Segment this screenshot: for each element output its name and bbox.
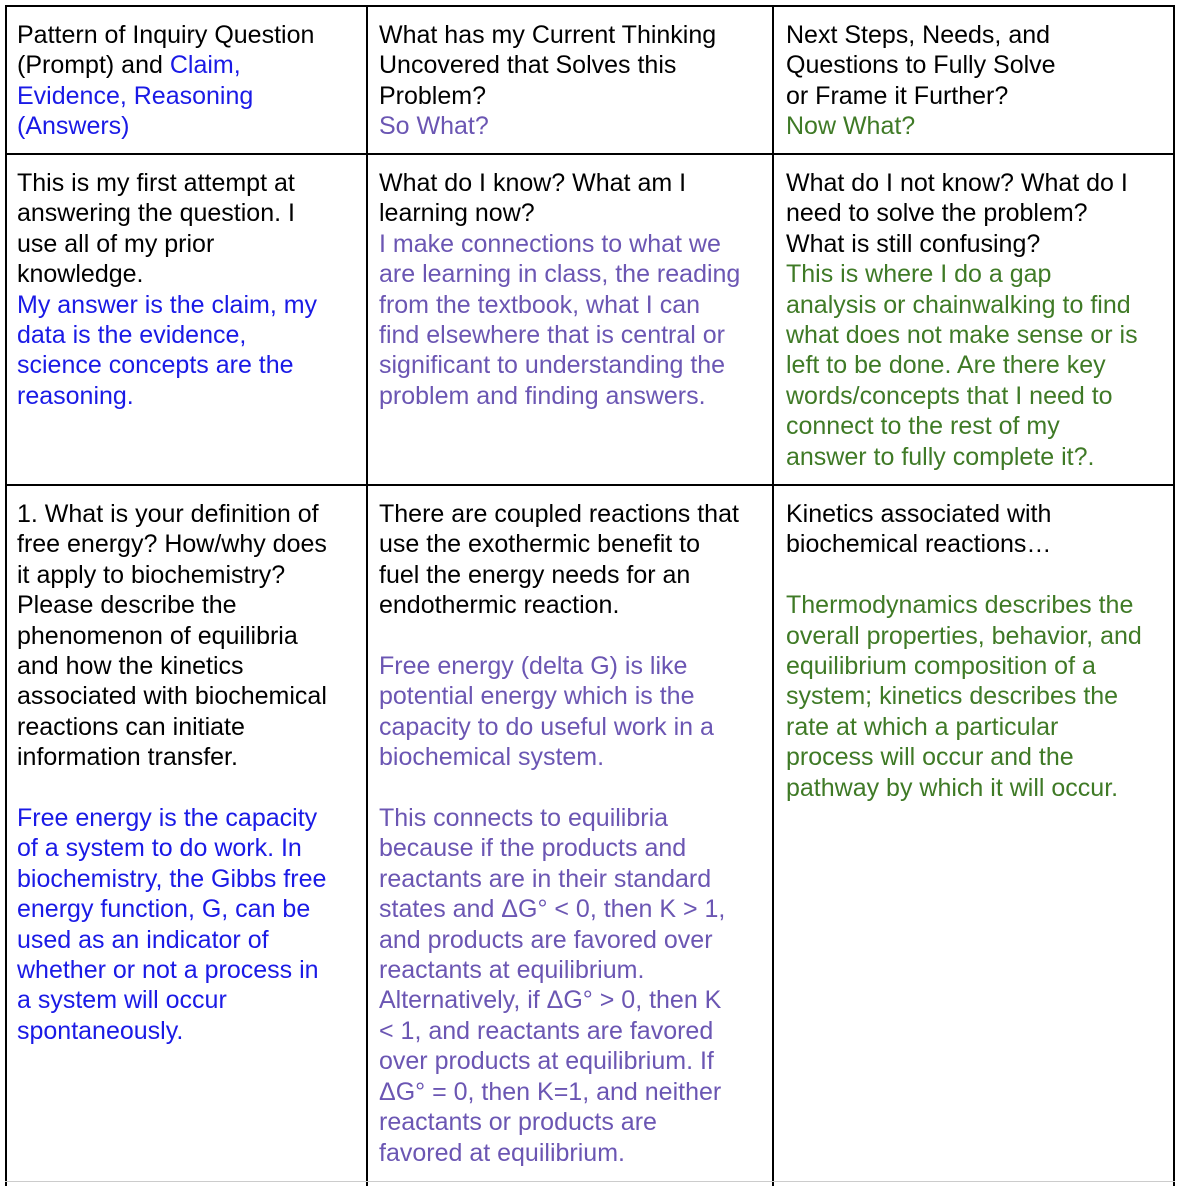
header-text: Next Steps, Needs, and bbox=[786, 21, 1051, 49]
guide-so-what-text: significant to understanding the bbox=[379, 351, 726, 380]
guide-text: use all of my prior bbox=[17, 229, 215, 258]
header-claim-label: Claim, bbox=[169, 51, 241, 80]
thinking-text: endothermic reaction. bbox=[379, 591, 620, 620]
guide-text: What is still confusing? bbox=[786, 229, 1041, 258]
header-text: (Prompt) and bbox=[17, 51, 170, 80]
paragraph-gap bbox=[379, 621, 765, 651]
header-so-what: So What? bbox=[379, 112, 489, 141]
guide-text: This is my first attempt at bbox=[17, 169, 295, 197]
guide-cell-what-i-know bbox=[379, 168, 765, 411]
guide-text: What do I know? What am I bbox=[379, 169, 687, 197]
column-divider-1 bbox=[366, 5, 368, 1186]
header-claim-text: (Answers) bbox=[17, 112, 130, 141]
header-text: Uncovered that Solves this bbox=[379, 51, 677, 80]
question-text: information transfer. bbox=[17, 743, 238, 772]
answer-claim-text: energy function, G, can be bbox=[17, 895, 311, 924]
answer-claim-text: used as an indicator of bbox=[17, 925, 269, 954]
guide-so-what-text: from the textbook, what I can bbox=[379, 290, 700, 319]
question-text: phenomenon of equilibria bbox=[17, 621, 298, 650]
header-cell-current-thinking bbox=[379, 20, 765, 142]
answer-claim-text: spontaneously. bbox=[17, 1016, 184, 1045]
guide-now-what-text: left to be done. Are there key bbox=[786, 351, 1106, 380]
guide-now-what-text: connect to the rest of my bbox=[786, 412, 1060, 441]
so-what-text: capacity to do useful work in a bbox=[379, 712, 714, 741]
paragraph-gap bbox=[786, 560, 1168, 590]
so-what-text: reactants at equilibrium. bbox=[379, 956, 645, 985]
now-what-text: rate at which a particular bbox=[786, 712, 1059, 741]
guide-text: need to solve the problem? bbox=[786, 199, 1088, 228]
row-divider-2 bbox=[5, 484, 1175, 486]
header-cell-next-steps bbox=[786, 20, 1168, 142]
question-text: reactions can initiate bbox=[17, 712, 245, 741]
header-text: What has my Current Thinking bbox=[379, 21, 717, 49]
thinking-text: fuel the energy needs for an bbox=[379, 560, 691, 589]
question-text: and how the kinetics bbox=[17, 652, 244, 681]
guide-cell-what-i-dont-know bbox=[786, 168, 1168, 472]
so-what-text: over products at equilibrium. If bbox=[379, 1047, 714, 1076]
guide-now-what-text: answer to fully complete it?. bbox=[786, 442, 1095, 471]
question-text: Please describe the bbox=[17, 591, 237, 620]
so-what-text: < 1, and reactants are favored bbox=[379, 1016, 714, 1045]
question-cell-next-steps bbox=[786, 499, 1168, 803]
so-what-text: reactants are in their standard bbox=[379, 864, 712, 893]
so-what-text: favored at equilibrium. bbox=[379, 1138, 625, 1167]
now-what-text: Thermodynamics describes the bbox=[786, 591, 1134, 620]
question-text: free energy? How/why does bbox=[17, 530, 327, 559]
so-what-text: states and ΔG° < 0, then K > 1, bbox=[379, 895, 726, 924]
guide-claim-text: science concepts are the bbox=[17, 351, 294, 380]
header-text: Pattern of Inquiry Question bbox=[17, 21, 315, 49]
guide-so-what-text: find elsewhere that is central or bbox=[379, 321, 726, 350]
so-what-text: This connects to equilibria bbox=[379, 804, 669, 833]
answer-claim-text: a system will occur bbox=[17, 986, 227, 1015]
so-what-text: potential energy which is the bbox=[379, 682, 695, 711]
now-what-text: pathway by which it will occur. bbox=[786, 773, 1119, 802]
answer-claim-text: biochemistry, the Gibbs free bbox=[17, 864, 327, 893]
now-what-text: process will occur and the bbox=[786, 743, 1074, 772]
row-divider-1 bbox=[5, 153, 1175, 155]
header-text-mixed bbox=[17, 50, 363, 80]
so-what-text: and products are favored over bbox=[379, 925, 713, 954]
header-text: Problem? bbox=[379, 81, 486, 110]
paragraph-gap bbox=[379, 773, 765, 803]
header-claim-text: Evidence, Reasoning bbox=[17, 81, 254, 110]
column-divider-2 bbox=[772, 5, 774, 1186]
paragraph-gap bbox=[17, 773, 363, 803]
guide-cell-first-attempt bbox=[17, 168, 363, 411]
header-text: or Frame it Further? bbox=[786, 81, 1009, 110]
table-border-top bbox=[5, 5, 1175, 7]
question-text: it apply to biochemistry? bbox=[17, 560, 286, 589]
so-what-text: Free energy (delta G) is like bbox=[379, 652, 688, 681]
so-what-text: because if the products and bbox=[379, 834, 687, 863]
guide-so-what-text: I make connections to what we bbox=[379, 229, 721, 258]
table-border-right bbox=[1173, 5, 1175, 1186]
question-cell-current-thinking bbox=[379, 499, 765, 1168]
question-text: 1. What is your definition of bbox=[17, 500, 319, 528]
guide-claim-text: reasoning. bbox=[17, 381, 134, 410]
guide-claim-text: data is the evidence, bbox=[17, 321, 247, 350]
answer-claim-text: whether or not a process in bbox=[17, 956, 319, 985]
guide-now-what-text: analysis or chainwalking to find bbox=[786, 290, 1131, 319]
header-text: Questions to Fully Solve bbox=[786, 51, 1056, 80]
header-now-what: Now What? bbox=[786, 112, 916, 141]
guide-so-what-text: are learning in class, the reading bbox=[379, 260, 741, 289]
row-divider-3 bbox=[5, 1181, 1175, 1182]
table-border-left bbox=[5, 5, 7, 1186]
thinking-text: There are coupled reactions that bbox=[379, 500, 739, 528]
guide-text: What do I not know? What do I bbox=[786, 169, 1128, 197]
guide-text: knowledge. bbox=[17, 260, 144, 289]
next-steps-text: Kinetics associated with bbox=[786, 500, 1052, 528]
now-what-text: overall properties, behavior, and bbox=[786, 621, 1142, 650]
now-what-text: equilibrium composition of a bbox=[786, 652, 1096, 681]
next-steps-text: biochemical reactions… bbox=[786, 530, 1052, 559]
guide-text: answering the question. I bbox=[17, 199, 295, 228]
guide-so-what-text: problem and finding answers. bbox=[379, 381, 706, 410]
so-what-text: ΔG° = 0, then K=1, and neither bbox=[379, 1077, 722, 1106]
answer-claim-text: Free energy is the capacity bbox=[17, 804, 318, 833]
thinking-text: use the exothermic benefit to bbox=[379, 530, 701, 559]
so-what-text: reactants or products are bbox=[379, 1108, 657, 1137]
now-what-text: system; kinetics describes the bbox=[786, 682, 1119, 711]
guide-now-what-text: what does not make sense or is bbox=[786, 321, 1138, 350]
guide-text: learning now? bbox=[379, 199, 535, 228]
so-what-text: biochemical system. bbox=[379, 743, 605, 772]
so-what-text: Alternatively, if ΔG° > 0, then K bbox=[379, 986, 722, 1015]
question-cell-prompt bbox=[17, 499, 363, 1046]
header-cell-prompt bbox=[17, 20, 363, 142]
answer-claim-text: of a system to do work. In bbox=[17, 834, 302, 863]
guide-claim-text: My answer is the claim, my bbox=[17, 290, 318, 319]
guide-now-what-text: words/concepts that I need to bbox=[786, 381, 1113, 410]
question-text: associated with biochemical bbox=[17, 682, 327, 711]
guide-now-what-text: This is where I do a gap bbox=[786, 260, 1052, 289]
